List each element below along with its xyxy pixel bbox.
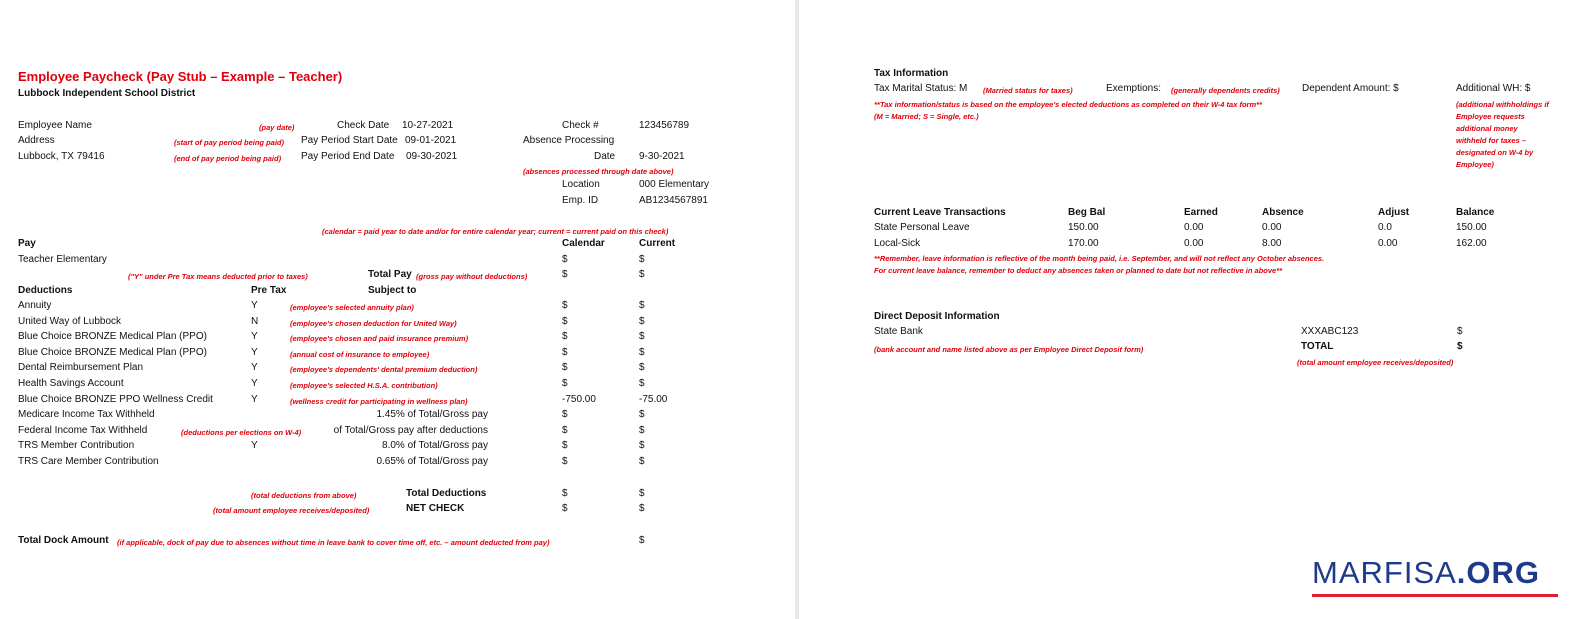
additional-wh-note-line: withheld for taxes – [1456,136,1527,145]
deduction-subject: 0.65% of Total/Gross pay [376,456,488,467]
total-dock-label: Total Dock Amount [18,535,109,546]
deduction-note: (employee's chosen and paid insurance premium) [290,334,469,343]
deduction-pretax: Y [251,331,258,342]
teacher-calendar: $ [562,254,568,265]
total-deductions-current: $ [639,488,645,499]
deduction-pretax: Y [251,300,258,311]
deduction-label: Medicare Income Tax Withheld [18,409,155,420]
subject-header: Subject to [368,285,417,296]
net-check-current: $ [639,503,645,514]
note-tax-codes: (M = Married; S = Single, etc.) [874,112,979,121]
location: 000 Elementary [639,179,710,190]
note-dock: (if applicable, dock of pay due to absences without time in leave bank to cover time off, etc. – amount deducted from pay) [117,538,550,547]
note-bank: (bank account and name listed above as per Employee Direct Deposit form) [874,345,1144,354]
leave-cell: 0.00 [1184,222,1204,233]
deduction-label: Federal Income Tax Withheld [18,425,148,436]
logo-text-mar: MAR [1312,555,1384,590]
pay-period-start-label: Pay Period Start Date [301,135,398,146]
check-date: 10-27-2021 [402,120,454,131]
note-start-period: (start of pay period being paid) [174,138,285,147]
deduction-pretax: Y [251,362,258,373]
deduction-current: $ [639,440,645,451]
note-deposit-total: (total amount employee receives/deposited) [1297,358,1454,367]
note-net-check: (total amount employee receives/deposited) [213,506,370,515]
leave-cell: 0.00 [1378,238,1398,249]
deduction-pretax: N [251,316,259,327]
leave-cell: 162.00 [1456,238,1487,249]
deduction-label: Blue Choice BRONZE Medical Plan (PPO) [18,331,207,342]
deduction-subject: of Total/Gross pay after deductions [333,425,488,436]
deduction-label: United Way of Lubbock [18,316,122,327]
leave-header-cell: Earned [1184,207,1218,218]
deduction-current: $ [639,425,645,436]
logo-underline [1312,594,1558,597]
note-total-deductions: (total deductions from above) [251,491,357,500]
exemptions-label: Exemptions: [1106,83,1162,94]
deduction-note: (employee's dependents' dental premium deduction) [290,365,478,374]
deduction-current: -75.00 [639,394,668,405]
deduction-calendar: $ [562,300,568,311]
note-pay-date: (pay date) [259,123,295,132]
leave-cell: 170.00 [1068,238,1099,249]
page-divider [795,0,799,619]
deduction-current: $ [639,409,645,420]
emp-id: AB1234567891 [639,195,708,206]
pay-period-end-label: Pay Period End Date [301,151,395,162]
location-label: Location [562,179,600,190]
pay-period-start: 09-01-2021 [405,135,457,146]
leave-cell: 150.00 [1068,222,1099,233]
deduction-calendar: $ [562,456,568,467]
check-number-label: Check # [562,120,599,131]
dependent-amount-label: Dependent Amount: $ [1302,83,1399,94]
bank-amount: $ [1457,326,1463,337]
note-tax-info: **Tax information/status is based on the employee's elected deductions as completed on their W-4 tax form** [874,100,1262,109]
deduction-calendar: $ [562,362,568,373]
total-pay-current: $ [639,269,645,280]
leave-cell: 0.0 [1378,222,1392,233]
address: Address [18,135,55,146]
note-gross-pay: (gross pay without deductions) [416,272,528,281]
deduction-subject: 1.45% of Total/Gross pay [376,409,488,420]
deposit-total-label: TOTAL [1301,341,1334,352]
emp-id-label: Emp. ID [562,195,599,206]
leave-cell: 0.00 [1184,238,1204,249]
teacher-label: Teacher Elementary [18,254,107,265]
deduction-note: (employee's selected H.S.A. contribution) [290,381,438,390]
deduction-pretax: Y [251,378,258,389]
additional-wh-note-line: Employee requests [1456,112,1525,121]
current-header: Current [639,238,676,249]
deduction-current: $ [639,378,645,389]
deposit-total-amount: $ [1457,341,1463,352]
absence-date: 9-30-2021 [639,151,685,162]
additional-wh-note-line: additional money [1456,124,1518,133]
bank-name: State Bank [874,326,923,337]
tax-marital-status: Tax Marital Status: M [874,83,968,94]
absence-date-label: Date [594,151,616,162]
employee-name: Employee Name [18,120,92,131]
logo-text-org: .ORG [1456,555,1541,590]
note-married: (Married status for taxes) [983,86,1073,95]
logo-text-fisa: FISA [1383,555,1457,590]
deduction-note: (employee's chosen deduction for United Way) [290,319,457,328]
total-deductions-label: Total Deductions [406,488,487,499]
district-name: Lubbock Independent School District [18,88,196,99]
deduction-current: $ [639,331,645,342]
deduction-current: $ [639,347,645,358]
deduction-label: Blue Choice BRONZE Medical Plan (PPO) [18,347,207,358]
deduction-calendar: -750.00 [562,394,596,405]
pretax-header: Pre Tax [251,285,287,296]
deduction-current: $ [639,316,645,327]
deduction-label: Annuity [18,300,52,311]
leave-header-cell: Current Leave Transactions [874,207,1006,218]
direct-deposit-header: Direct Deposit Information [874,311,1000,322]
additional-wh-note-line: Employee) [1456,160,1494,169]
deduction-label: Health Savings Account [18,378,124,389]
deduction-calendar: $ [562,440,568,451]
deduction-note: (annual cost of insurance to employee) [290,350,430,359]
deduction-calendar: $ [562,331,568,342]
total-deductions-calendar: $ [562,488,568,499]
additional-wh-note-line: (additional withholdings if [1456,100,1549,109]
marfisa-logo [1312,556,1540,590]
deduction-pretax: Y [251,394,258,405]
deduction-note: (deductions per elections on W-4) [181,428,302,437]
deduction-subject: 8.0% of Total/Gross pay [382,440,488,451]
note-leave-1: **Remember, leave information is reflective of the month being paid, i.e. September, and will not reflect any October absences. [874,254,1325,263]
deduction-current: $ [639,300,645,311]
total-pay-calendar: $ [562,269,568,280]
leave-header-cell: Balance [1456,207,1495,218]
leave-header-cell: Absence [1262,207,1304,218]
deduction-calendar: $ [562,316,568,327]
deduction-current: $ [639,456,645,467]
note-leave-2: For current leave balance, remember to deduct any absences taken or planned to date but not reflective in above** [874,266,1283,275]
leave-cell: State Personal Leave [874,222,970,233]
leave-cell: 0.00 [1262,222,1282,233]
deduction-calendar: $ [562,347,568,358]
note-exemptions: (generally dependents credits) [1171,86,1280,95]
leave-cell: 150.00 [1456,222,1487,233]
document-title: Employee Paycheck (Pay Stub – Example – Teacher) [18,69,343,84]
check-number: 123456789 [639,120,690,131]
deduction-label: Blue Choice BRONZE PPO Wellness Credit [18,394,213,405]
leave-header-cell: Adjust [1378,207,1410,218]
note-calendar: (calendar = paid year to date and/or for entire calendar year; current = current paid on this check) [322,227,669,236]
city: Lubbock, TX 79416 [18,151,105,162]
teacher-current: $ [639,254,645,265]
deduction-label: TRS Care Member Contribution [18,456,159,467]
note-end-period: (end of pay period being paid) [174,154,282,163]
net-check-label: NET CHECK [406,503,465,514]
deduction-label: TRS Member Contribution [18,440,135,451]
additional-wh-note-line: designated on W-4 by [1456,148,1534,157]
note-absences: (absences processed through date above) [523,167,674,176]
deductions-header: Deductions [18,285,73,296]
pay-header: Pay [18,238,36,249]
leave-header-cell: Beg Bal [1068,207,1106,218]
leave-cell: Local-Sick [874,238,921,249]
absence-processing-label: Absence Processing [523,135,615,146]
note-pretax-y: ("Y" under Pre Tax means deducted prior to taxes) [128,272,308,281]
calendar-header: Calendar [562,238,605,249]
total-dock-amount: $ [639,535,645,546]
tax-info-header: Tax Information [874,68,949,79]
pay-period-end: 09-30-2021 [406,151,458,162]
bank-account: XXXABC123 [1301,326,1359,337]
deduction-pretax: Y [251,440,258,451]
additional-wh-label: Additional WH: $ [1456,83,1531,94]
check-date-label: Check Date [337,120,390,131]
leave-cell: 8.00 [1262,238,1282,249]
deduction-current: $ [639,362,645,373]
deduction-note: (employee's selected annuity plan) [290,303,414,312]
net-check-calendar: $ [562,503,568,514]
deduction-note: (wellness credit for participating in wellness plan) [290,397,468,406]
deduction-calendar: $ [562,425,568,436]
deduction-calendar: $ [562,378,568,389]
total-pay-label: Total Pay [368,269,412,280]
deduction-pretax: Y [251,347,258,358]
deduction-calendar: $ [562,409,568,420]
deduction-label: Dental Reimbursement Plan [18,362,144,373]
